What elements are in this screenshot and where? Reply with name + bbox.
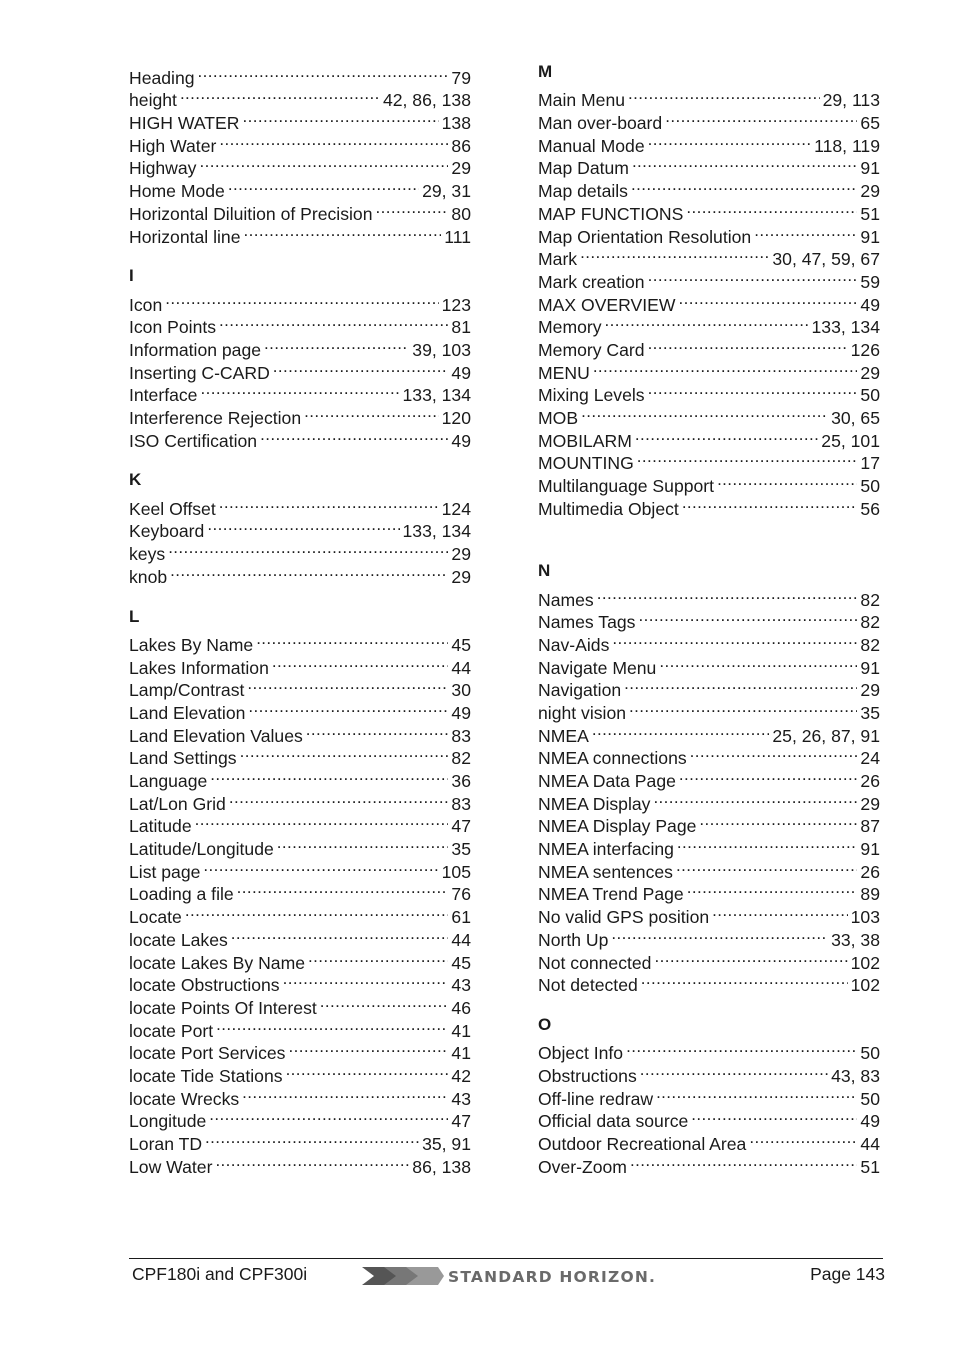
index-term: Lakes Information [129, 657, 269, 678]
index-entry [129, 61, 471, 88]
dot-leader [248, 696, 448, 719]
index-term: Lat/Lon Grid [129, 793, 226, 814]
dot-leader [717, 469, 857, 492]
index-term: NMEA Display [538, 793, 651, 814]
index-group [129, 606, 471, 1177]
dot-leader [256, 628, 448, 651]
index-entry [129, 537, 471, 565]
dot-leader [228, 174, 419, 197]
page-references: 123 [441, 294, 471, 315]
page-references: 44 [860, 1134, 880, 1155]
index-group [129, 265, 471, 451]
page-references: 49 [451, 702, 471, 723]
index-term: Map Datum [538, 158, 629, 179]
dot-leader [626, 1037, 857, 1060]
page-references: 103 [850, 907, 880, 928]
index-term: MAX OVERVIEW [538, 294, 676, 315]
page-references: 44 [451, 929, 471, 950]
dot-leader [629, 696, 857, 719]
page-references: 126 [850, 339, 880, 360]
page-references: 49 [451, 430, 471, 451]
page-references: 30, 47, 59, 67 [772, 249, 880, 270]
index-term: Nav-Aids [538, 634, 610, 655]
dot-leader [630, 1150, 857, 1173]
index-term: keys [129, 544, 166, 565]
index-term: Memory [538, 317, 602, 338]
index-term: Interface [129, 385, 198, 406]
dot-leader [219, 129, 448, 152]
index-term: knob [129, 566, 168, 587]
index-entry [538, 401, 880, 428]
index-term: locate Tide Stations [129, 1065, 283, 1086]
dot-leader [632, 152, 857, 175]
dot-leader [272, 651, 449, 674]
index-term: North Up [538, 929, 609, 950]
page-references: 80 [451, 203, 471, 224]
dot-leader [687, 878, 858, 901]
page-references: 30 [451, 680, 471, 701]
page-references: 25, 101 [821, 430, 880, 451]
page-references: 102 [850, 952, 880, 973]
page-references: 83 [451, 793, 471, 814]
dot-leader [679, 288, 858, 311]
index-term: Latitude [129, 816, 192, 837]
page-references: 25, 26, 87, 91 [772, 725, 880, 746]
page-references: 65 [860, 113, 880, 134]
dot-leader [200, 379, 399, 402]
page-references: 91 [860, 158, 880, 179]
index-term: Latitude/Longitude [129, 839, 274, 860]
page-references: 51 [860, 203, 880, 224]
dot-leader [665, 106, 857, 129]
page-references: 42, 86, 138 [382, 90, 471, 111]
dot-leader [243, 220, 441, 243]
index-term: Map Orientation Resolution [538, 226, 752, 247]
dot-leader [612, 628, 857, 651]
page-references: 56 [860, 498, 880, 519]
dot-leader [308, 946, 448, 969]
dot-leader [198, 61, 449, 84]
dot-leader [593, 356, 858, 379]
page-references: 47 [451, 1111, 471, 1132]
page-references: 50 [860, 1043, 880, 1064]
page-references: 35 [451, 839, 471, 860]
index-term: Navigation [538, 680, 622, 701]
dot-leader [283, 969, 449, 992]
dot-leader [679, 764, 858, 787]
section-letter: N [538, 561, 551, 581]
index-term: Keyboard [129, 521, 205, 542]
index-term: Map details [538, 181, 628, 202]
page-references: 118, 119 [814, 135, 880, 156]
page-references: 33, 38 [831, 929, 880, 950]
index-term: Not connected [538, 952, 652, 973]
dot-leader [638, 606, 857, 629]
page-references: 45 [451, 952, 471, 973]
dot-leader [754, 220, 857, 243]
page-references: 105 [441, 861, 471, 882]
page-references: 26 [860, 861, 880, 882]
index-term: Over-Zoom [538, 1156, 627, 1177]
index-term: NMEA Data Page [538, 771, 676, 792]
index-group [538, 560, 880, 996]
page-references: 24 [860, 748, 880, 769]
dot-leader [624, 674, 857, 697]
index-entry [129, 288, 471, 315]
index-term: Longitude [129, 1111, 207, 1132]
dot-leader [749, 1127, 857, 1150]
index-entry [129, 84, 471, 111]
page-references: 46 [451, 997, 471, 1018]
page-references: 29 [451, 544, 471, 565]
index-term: Loran TD [129, 1134, 203, 1154]
page-references: 29 [860, 181, 880, 202]
dot-leader [203, 855, 438, 878]
index-term: Mark creation [538, 271, 645, 292]
dot-leader [273, 356, 449, 379]
section-letter: L [129, 606, 140, 626]
index-term: Land Elevation Values [129, 725, 303, 746]
index-column-left [129, 61, 471, 1177]
dot-leader [682, 492, 858, 515]
index-term: MAP FUNCTIONS [538, 203, 684, 224]
index-term: Not detected [538, 975, 638, 996]
page-references: 86 [451, 135, 471, 156]
page-references: 30, 65 [831, 408, 880, 428]
index-term: Locate [129, 907, 182, 928]
page-references: 41 [451, 1020, 471, 1041]
index-column-right [538, 61, 880, 1177]
index-term: locate Lakes [129, 929, 228, 950]
dot-leader [195, 810, 449, 833]
group-spacer [129, 583, 471, 606]
index-term: Inserting C-CARD [129, 362, 270, 383]
dot-leader [242, 106, 438, 129]
index-entry [538, 265, 880, 292]
index-entry [538, 243, 880, 270]
page-references: 35, 91 [422, 1134, 471, 1154]
brand-logo [362, 1265, 656, 1289]
dot-leader [656, 1082, 857, 1105]
index-group [538, 1014, 880, 1177]
page-references: 120 [441, 408, 471, 428]
brand-name: STANDARD HORIZON. [448, 1268, 657, 1286]
index-term: Outdoor Recreational Area [538, 1134, 747, 1155]
page-references: 47 [451, 816, 471, 837]
section-letter: M [538, 62, 553, 81]
page-references: 29 [860, 680, 880, 701]
dot-leader [653, 787, 857, 810]
index-group [129, 469, 471, 587]
page-references: 43 [451, 1088, 471, 1109]
index-entry [538, 583, 880, 610]
page-references: 29, 113 [822, 90, 880, 111]
footer-divider [129, 1258, 883, 1259]
footer-model-name: CPF180i and CPF300i [132, 1264, 308, 1284]
dot-leader [686, 197, 857, 220]
page-references: 138 [441, 113, 471, 134]
page-references: 51 [860, 1156, 880, 1177]
index-term: Obstructions [538, 1065, 637, 1086]
page-references: 133, 134 [402, 385, 471, 406]
index-term: Manual Mode [538, 135, 645, 156]
index-term: Official data source [538, 1111, 689, 1132]
index-term: NMEA Display Page [538, 816, 697, 837]
dot-leader [648, 379, 858, 402]
dot-leader [677, 832, 858, 855]
dot-leader [376, 197, 449, 220]
page-references: 17 [860, 453, 880, 474]
index-term: Man over-board [538, 113, 663, 134]
index-term: ISO Certification [129, 430, 258, 451]
section-letter: I [129, 266, 134, 286]
page-references: 50 [860, 1088, 880, 1109]
page-references: 29, 31 [422, 181, 471, 202]
page-references: 44 [451, 657, 471, 678]
page-references: 50 [860, 476, 880, 497]
page-references: 91 [860, 839, 880, 860]
page-references: 29 [860, 793, 880, 814]
group-spacer [538, 515, 880, 560]
page-references: 87 [860, 816, 880, 837]
dot-leader [592, 719, 770, 742]
index-term: NMEA [538, 725, 589, 746]
page-references: 82 [860, 612, 880, 633]
dot-leader [215, 1150, 409, 1173]
index-term: Navigate Menu [538, 657, 657, 678]
index-term: Heading [129, 67, 195, 88]
dot-leader [628, 84, 820, 107]
index-term: Land Settings [129, 748, 237, 769]
page-references: 102 [850, 975, 880, 996]
dot-leader [219, 311, 448, 334]
index-term: Names [538, 589, 594, 610]
dot-leader [580, 243, 769, 266]
index-term: Mixing Levels [538, 385, 645, 406]
index-term: High Water [129, 135, 217, 156]
dot-leader [640, 1059, 828, 1082]
index-term: Icon Points [129, 317, 217, 338]
index-term: Multilanguage Support [538, 476, 715, 497]
index-term: Interference Rejection [129, 408, 302, 428]
dot-leader [581, 401, 828, 424]
page-references: 83 [451, 725, 471, 746]
index-term: night vision [538, 702, 627, 723]
index-term: locate Points Of Interest [129, 997, 317, 1018]
index-term: locate Wrecks [129, 1088, 240, 1109]
index-term: Multimedia Object [538, 498, 679, 519]
dot-leader [690, 742, 858, 765]
index-term: List page [129, 861, 201, 882]
index-term: MOBILARM [538, 430, 632, 451]
index-entry [129, 628, 471, 655]
dot-leader [199, 152, 448, 175]
page-references: 76 [451, 884, 471, 905]
page-references: 91 [860, 226, 880, 247]
dot-leader [209, 1105, 448, 1128]
index-term: Low Water [129, 1156, 213, 1177]
page-references: 91 [860, 657, 880, 678]
index-term: NMEA Trend Page [538, 884, 684, 905]
dot-leader [641, 969, 848, 992]
index-term: Lamp/Contrast [129, 680, 245, 701]
dot-leader [231, 923, 449, 946]
dot-leader [611, 923, 828, 946]
index-term: locate Obstructions [129, 975, 280, 996]
index-term: Names Tags [538, 612, 636, 633]
dot-leader [648, 265, 858, 288]
dot-leader [205, 1127, 419, 1150]
index-term: locate Port [129, 1020, 214, 1041]
dot-leader [712, 900, 848, 923]
index-term: NMEA interfacing [538, 839, 674, 860]
dot-leader [304, 401, 439, 424]
dot-leader [605, 311, 809, 334]
page-references: 59 [860, 271, 880, 292]
index-entry [129, 311, 471, 338]
dot-leader [597, 583, 858, 606]
index-entry [129, 106, 471, 134]
index-entry [129, 492, 471, 519]
dot-leader [648, 129, 812, 152]
dot-leader [260, 424, 448, 447]
dot-leader [631, 174, 857, 197]
dot-leader [216, 1014, 448, 1037]
index-term: Highway [129, 158, 197, 179]
index-term: Keel Offset [129, 498, 216, 519]
index-entry [129, 560, 471, 587]
page-references: 29 [451, 566, 471, 587]
page-references: 82 [451, 748, 471, 769]
index-term: Information page [129, 339, 262, 360]
dot-leader [242, 1082, 448, 1105]
page-references: 29 [451, 158, 471, 179]
page-references: 45 [451, 634, 471, 655]
index-term: locate Port Services [129, 1043, 286, 1064]
index-term: NMEA connections [538, 748, 687, 769]
page-references: 35 [860, 702, 880, 723]
page-references: 26 [860, 771, 880, 792]
dot-leader [168, 537, 448, 560]
index-term: Horizontal Diluition of Precision [129, 203, 373, 224]
index-term: Off-line redraw [538, 1088, 654, 1109]
dot-leader [635, 424, 818, 447]
index-term: Loading a file [129, 884, 234, 905]
dot-leader [648, 333, 848, 356]
dot-leader [247, 674, 448, 697]
page-references: 86, 138 [412, 1156, 471, 1177]
page-references: 41 [451, 1043, 471, 1064]
standard-horizon-logo-icon [362, 1265, 444, 1289]
page-references: 79 [451, 67, 471, 88]
page-references: 49 [860, 1111, 880, 1132]
dot-leader [170, 560, 448, 583]
page-references: 43, 83 [831, 1065, 880, 1086]
page-references: 61 [451, 907, 471, 928]
index-term: locate Lakes By Name [129, 952, 306, 973]
index-term: MOB [538, 408, 579, 428]
index-term: Land Elevation [129, 702, 246, 723]
dot-leader [286, 1059, 449, 1082]
page-references: 49 [451, 362, 471, 383]
dot-leader [320, 991, 449, 1014]
page-number: Page 143 [810, 1264, 885, 1284]
page-references: 42 [451, 1065, 471, 1086]
dot-leader [237, 878, 449, 901]
dot-leader [654, 946, 847, 969]
index-term: Main Menu [538, 90, 626, 111]
dot-leader [180, 84, 380, 107]
dot-leader [659, 651, 857, 674]
dot-leader [691, 1105, 857, 1128]
dot-leader [165, 288, 438, 311]
dot-leader [264, 333, 409, 356]
index-entry [538, 1037, 880, 1064]
page-references: 36 [451, 771, 471, 791]
index-term: Memory Card [538, 339, 645, 360]
index-entry [538, 84, 880, 111]
index-group [538, 61, 880, 519]
page-references: 81 [451, 317, 471, 338]
page-references: 82 [860, 589, 880, 610]
page-references: 39, 103 [412, 339, 471, 360]
index-term: Horizontal line [129, 226, 241, 247]
dot-leader [676, 855, 857, 878]
index-term: Lakes By Name [129, 634, 254, 655]
index-term: height [129, 90, 177, 111]
index-term: Icon [129, 294, 163, 315]
dot-leader [240, 742, 449, 765]
index-term: MENU [538, 362, 590, 383]
index-term: Object Info [538, 1043, 624, 1064]
index-term: Language [129, 771, 208, 791]
page-references: 49 [860, 294, 880, 315]
page-references: 124 [441, 498, 471, 519]
dot-leader [229, 787, 449, 810]
dot-leader [637, 447, 858, 470]
page-references: 29 [860, 362, 880, 383]
index-term: MOUNTING [538, 453, 634, 474]
index-term: NMEA sentences [538, 861, 673, 882]
dot-leader [277, 832, 449, 855]
dot-leader [185, 900, 449, 923]
index-term: HIGH WATER [129, 113, 240, 134]
dot-leader [699, 810, 857, 833]
page-references: 43 [451, 975, 471, 996]
section-letter: O [538, 1014, 552, 1034]
page-references: 133, 134 [402, 521, 471, 542]
dot-leader [306, 719, 449, 742]
index-term: Mark [538, 249, 578, 270]
dot-leader [219, 492, 439, 515]
index-term: Home Mode [129, 181, 225, 202]
index-group [129, 61, 471, 247]
dot-leader [288, 1037, 448, 1060]
page-references: 50 [860, 385, 880, 406]
dot-leader [210, 764, 448, 787]
page-references: 89 [860, 884, 880, 905]
index-term: No valid GPS position [538, 907, 710, 928]
dot-leader [207, 515, 399, 538]
section-letter: K [129, 470, 142, 490]
page-references: 133, 134 [811, 317, 880, 338]
page-references: 111 [444, 226, 471, 247]
page-references: 82 [860, 634, 880, 655]
